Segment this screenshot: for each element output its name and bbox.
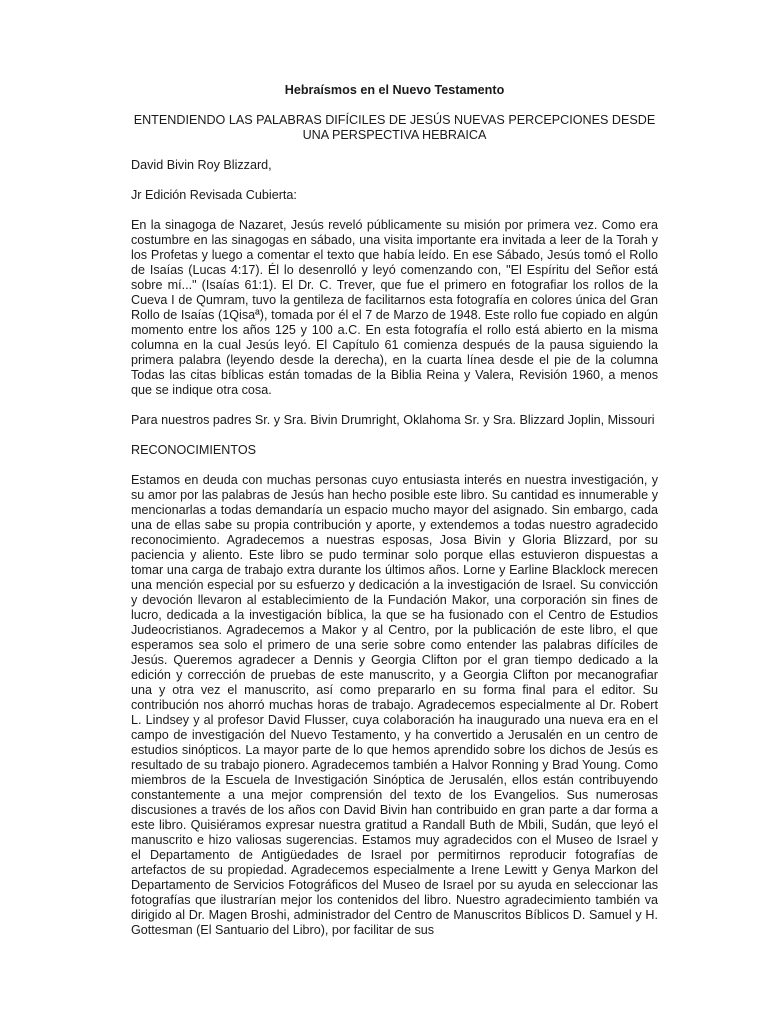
intro-paragraph: En la sinagoga de Nazaret, Jesús reveló públicamente su misión por primera vez. Como era costumbre en las sinagogas en sábado, una visita importante era invitada a leer de la Torah y los Profetas y luego a comentar el texto que había leído. En ese Sábado, Jesús tomó el Rollo de Isaías (Lucas 4:17). Él lo desenrolló y leyó comenzando con, "El Espíritu del Señor está sobre mí..." (Isaías 61:1). El Dr. C. Trever, que fue el primero en fotografiar los rollos de la Cueva I de Qumram, tuvo la gentileza de facilitarnos esta fotografía en colores única del Gran Rollo de Isaías (1Qisaª), tomada por él el 7 de Marzo de 1948. Este rollo fue copiado en algún momento entre los años 125 y 100 a.C. En esta fotografía el rollo está abierto en la misma columna en la cual Jesús leyó. El Capítulo 61 comienza después de la pausa siguiendo la primera palabra (leyendo desde la derecha), en la cuarta línea desde el pie de la columna Todas las citas bíblicas están tomadas de la Biblia Reina y Valera, Revisión 1960, a menos que se indique otra cosa. [131, 218, 658, 397]
edition-line: Jr Edición Revisada Cubierta: [131, 188, 297, 202]
document-title: Hebraísmos en el Nuevo Testamento [284, 83, 505, 97]
acknowledgements-heading: RECONOCIMIENTOS [131, 443, 257, 457]
dedication-paragraph: Para nuestros padres Sr. y Sra. Bivin Drumright, Oklahoma Sr. y Sra. Blizzard Joplin, Missouri [131, 413, 655, 427]
author-line: David Bivin Roy Blizzard, [131, 158, 272, 172]
acknowledgements-paragraph: Estamos en deuda con muchas personas cuyo entusiasta interés en nuestra investigación, y su amor por las palabras de Jesús han hecho posible este libro. Su cantidad es innumerable y mencionarlas a todas demandaría un espacio mucho mayor del asignado. Sin embargo, cada una de ellas sabe su propia contribución y aporte, y extendemos a todas nuestro agradecido reconocimiento. Agradecemos a nuestras esposas, Josa Bivin y Gloria Blizzard, por su paciencia y aliento. Este libro se pudo terminar solo porque ellas estuvieron dispuestas a tomar una carga de trabajo extra durante los últimos años. Lorne y Earline Blacklock merecen una mención especial por su esfuerzo y dedicación a la investigación de Israel. Su convicción y devoción llevaron al establecimiento de la Fundación Makor, una corporación sin fines de lucro, dedicada a la investigación bíblica, la que se ha fusionado con el Centro de Estudios Judeocristianos. Agradecemos a Makor y al Centro, por la publicación de este libro, el que esperamos sea solo el primero de una serie sobre como entender las palabras difíciles de Jesús. Queremos agradecer a Dennis y Georgia Clifton por el gran tiempo dedicado a la edición y corrección de pruebas de este manuscrito, y a Georgia Clifton por mecanografiar una y otra vez el manuscrito, así como prepararlo en su forma final para el editor. Su contribución nos ahorró muchas horas de trabajo. Agradecemos especialmente al Dr. Robert L. Lindsey y al profesor David Flusser, cuya colaboración ha inaugurado una nueva era en el campo de investigación del Nuevo Testamento, y ha convertido a Jerusalén en un centro de estudios sinópticos. La mayor parte de lo que hemos aprendido sobre los dichos de Jesús es resultado de su trabajo pionero. Agradecemos también a Halvor Ronning y Brad Young. Como miembros de la Escuela de Investigación Sinóptica de Jerusalén, ellos están contribuyendo constantemente a una mejor comprensión del texto de los Evangelios. Sus numerosas discusiones a través de los años con David Bivin han contribuido en gran parte a dar forma a este libro. Quisiéramos expresar nuestra gratitud a Randall Buth de Mbili, Sudán, que leyó el manuscrito e hizo valiosas sugerencias. Estamos muy agradecidos con el Museo de Israel y el Departamento de Antigüedades de Israel por permitirnos reproducir fotografías de artefactos de su propiedad. Agradecemos especialmente a Irene Lewitt y Genya Markon del Departamento de Servicios Fotográficos del Museo de Israel por su ayuda en seleccionar las fotografías que ilustrarían mejor los contenidos del libro. Nuestro agradecimiento también va dirigido al Dr. Magen Broshi, administrador del Centro de Manuscritos Bíblicos D. Samuel y H. Gottesman (El Santuario del Libro), por facilitar de sus [131, 473, 658, 937]
document-page [131, 83, 658, 953]
document-subtitle: ENTENDIENDO LAS PALABRAS DIFÍCILES DE JESÚS NUEVAS PERCEPCIONES DESDE UNA PERSPECTIVA HEBRAICA [133, 113, 656, 142]
